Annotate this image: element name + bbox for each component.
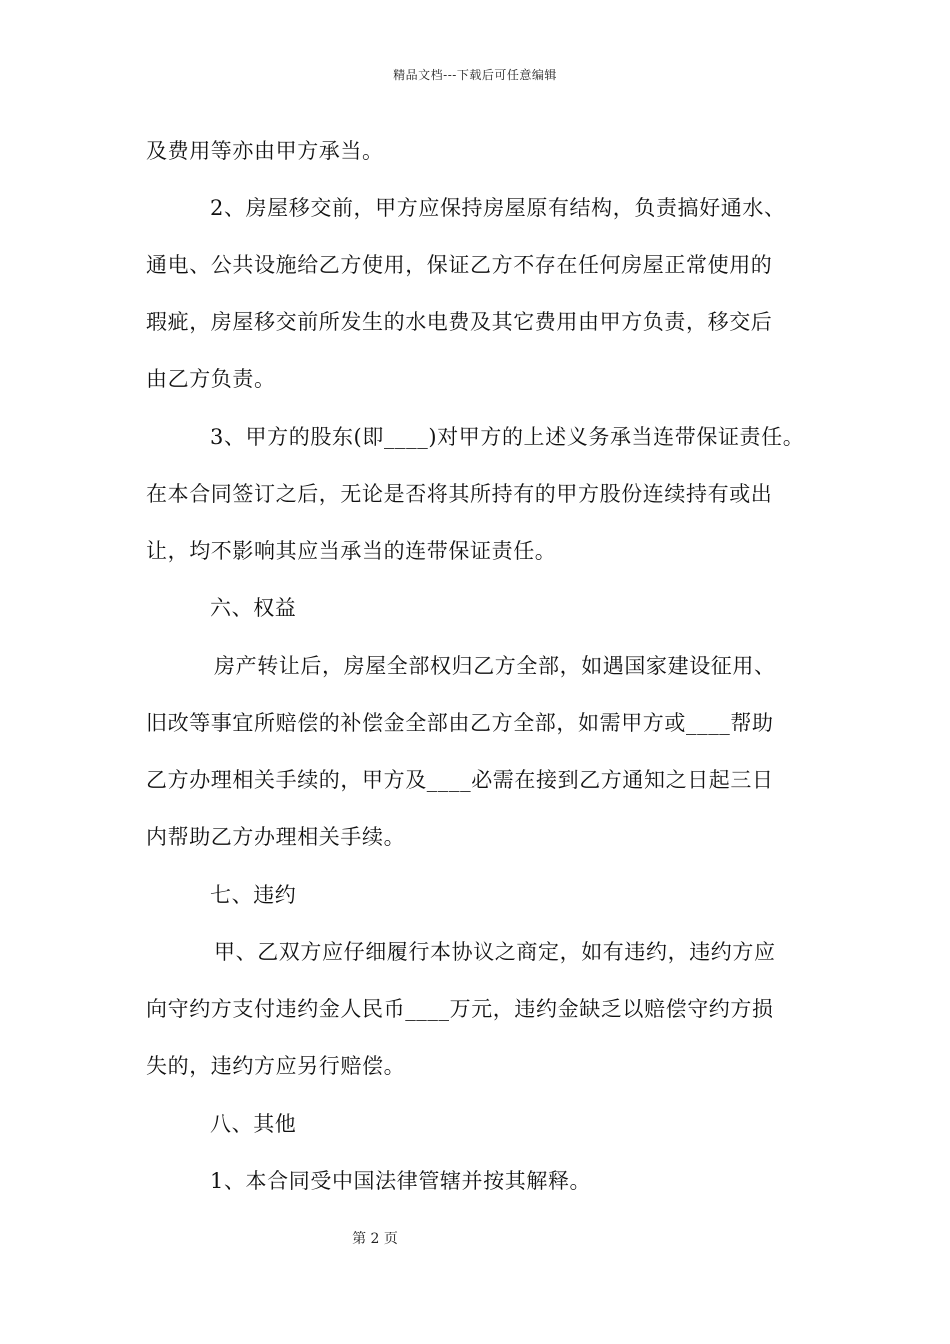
clause-3-line-2: 在本合同签订之后，无论是否将其所持有的甲方股份连续持有或出 — [146, 482, 773, 506]
breach-line-2: 向守约方支付违约金人民币____万元，违约金缺乏以赔偿守约方损 — [146, 997, 774, 1021]
section-heading-rights: 六、权益 — [210, 596, 297, 620]
section-heading-breach: 七、违约 — [210, 883, 297, 907]
clause-3-line-1: 3、甲方的股东(即____)对甲方的上述义务承当连带保证责任。 — [210, 425, 805, 449]
rights-line-1: 房产转让后，房屋全部权归乙方全部，如遇国家建设征用、 — [214, 654, 776, 678]
page-header: 精品文档---下载后可任意编辑 — [393, 68, 557, 82]
rights-line-4: 内帮助乙方办理相关手续。 — [146, 825, 406, 849]
clause-2-line-2: 通电、公共设施给乙方使用，保证乙方不存在任何房屋正常使用的 — [146, 253, 773, 277]
section-heading-other: 八、其他 — [210, 1112, 297, 1136]
other-clause-1: 1、本合同受中国法律管辖并按其解释。 — [210, 1169, 592, 1193]
page-number: 第 2 页 — [352, 1231, 398, 1247]
rights-line-2: 旧改等事宜所赔偿的补偿金全部由乙方全部，如需甲方或____帮助 — [146, 711, 774, 735]
body-line: 及费用等亦由甲方承当。 — [146, 139, 384, 163]
clause-2-line-1: 2、房屋移交前，甲方应保持房屋原有结构，负责搞好通水、 — [210, 196, 786, 220]
breach-line-1: 甲、乙双方应仔细履行本协议之商定，如有违约，违约方应 — [214, 940, 776, 964]
clause-2-line-4: 由乙方负责。 — [146, 367, 276, 391]
breach-line-3: 失的，违约方应另行赔偿。 — [146, 1054, 406, 1078]
clause-3-line-3: 让，均不影响其应当承当的连带保证责任。 — [146, 539, 557, 563]
clause-2-line-3: 瑕疵，房屋移交前所发生的水电费及其它费用由甲方负责，移交后 — [146, 310, 773, 334]
rights-line-3: 乙方办理相关手续的，甲方及____必需在接到乙方通知之日起三日 — [146, 768, 774, 792]
